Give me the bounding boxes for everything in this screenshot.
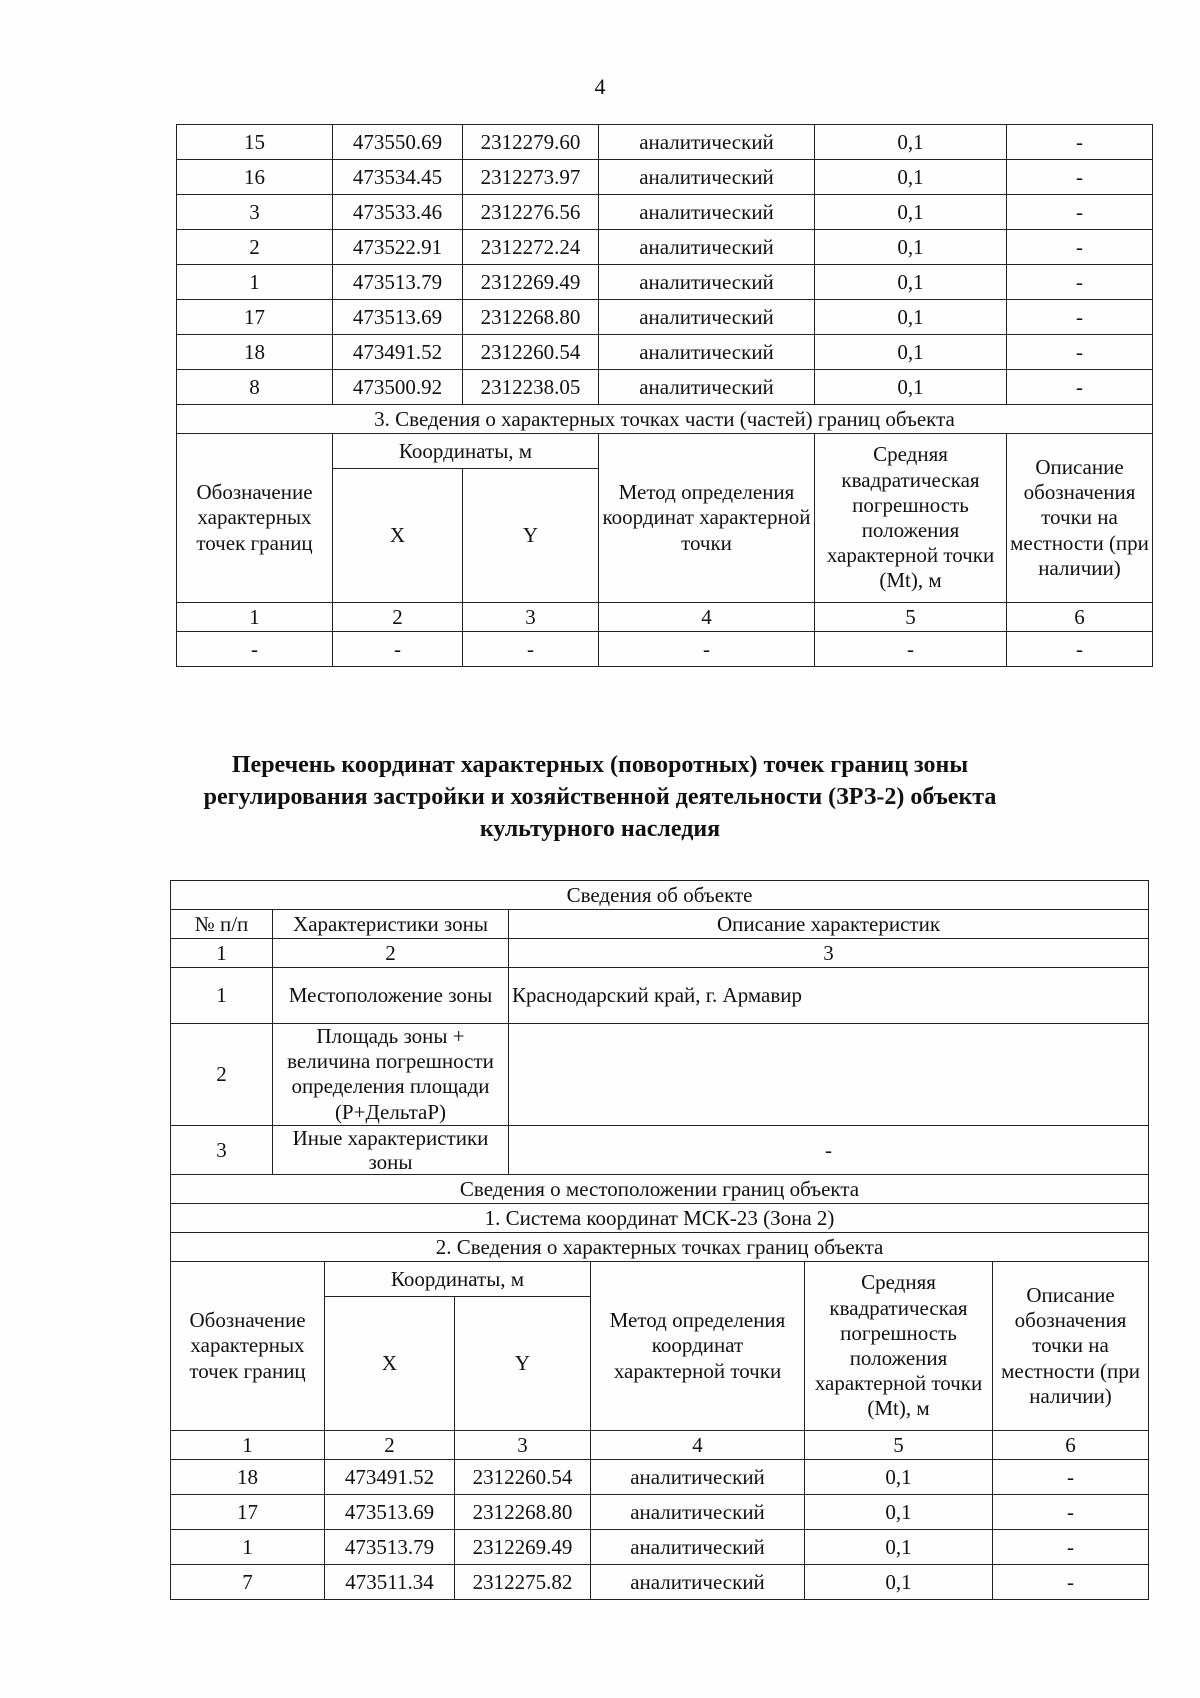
header-y: Y (463, 469, 599, 603)
row-method: аналитический (599, 300, 815, 335)
row-accuracy: 0,1 (805, 1495, 993, 1530)
row-point: 18 (171, 1460, 325, 1495)
row-point: 7 (171, 1565, 325, 1600)
row-description: - (1007, 160, 1153, 195)
row-description: - (993, 1460, 1149, 1495)
info-col-number: 2 (273, 939, 509, 968)
empty-cell: - (177, 632, 333, 667)
row-x: 473534.45 (333, 160, 463, 195)
row-method: аналитический (591, 1460, 805, 1495)
table-row (171, 1495, 1149, 1530)
empty-cell: - (815, 632, 1007, 667)
header-method: Метод определения координат характерной точки (591, 1262, 805, 1431)
row-accuracy: 0,1 (805, 1565, 993, 1600)
header-x: X (325, 1297, 455, 1431)
empty-cell: - (333, 632, 463, 667)
row-accuracy: 0,1 (815, 265, 1007, 300)
col-number: 1 (177, 603, 333, 632)
row-accuracy: 0,1 (805, 1530, 993, 1565)
row-y: 2312260.54 (455, 1460, 591, 1495)
row-x: 473533.46 (333, 195, 463, 230)
coord-system: 1. Система координат МСК-23 (Зона 2) (171, 1204, 1149, 1233)
table-row (171, 1530, 1149, 1565)
location-title: Сведения о местоположении границ объекта (171, 1175, 1149, 1204)
row-point: 17 (171, 1495, 325, 1530)
info-row-num: 1 (171, 968, 273, 1024)
row-method: аналитический (599, 370, 815, 405)
row-accuracy: 0,1 (815, 335, 1007, 370)
section3-title: 3. Сведения о характерных точках части (частей) границ объекта (177, 405, 1153, 434)
row-method: аналитический (591, 1565, 805, 1600)
row-method: аналитический (599, 230, 815, 265)
row-description: - (1007, 125, 1153, 160)
row-description: - (993, 1530, 1149, 1565)
header-coordinates: Координаты, м (333, 434, 599, 469)
info-header-description: Описание характеристик (509, 910, 1149, 939)
info-row-description: - (509, 1125, 1149, 1174)
row-method: аналитический (599, 265, 815, 300)
row-x: 473550.69 (333, 125, 463, 160)
row-x: 473513.69 (333, 300, 463, 335)
row-description: - (993, 1495, 1149, 1530)
row-point: 3 (177, 195, 333, 230)
empty-cell: - (463, 632, 599, 667)
header-x: X (333, 469, 463, 603)
table-row (177, 265, 1153, 300)
header-point-designation: Обозначение характерных точек границ (177, 434, 333, 603)
row-description: - (1007, 265, 1153, 300)
row-point: 18 (177, 335, 333, 370)
row-y: 2312272.24 (463, 230, 599, 265)
empty-cell: - (599, 632, 815, 667)
info-row-characteristic: Местоположение зоны (273, 968, 509, 1024)
row-x: 473500.92 (333, 370, 463, 405)
header-point-designation: Обозначение характерных точек границ (171, 1262, 325, 1431)
col-number: 4 (599, 603, 815, 632)
col-number: 3 (463, 603, 599, 632)
row-point: 17 (177, 300, 333, 335)
row-method: аналитический (599, 335, 815, 370)
row-x: 473513.79 (325, 1530, 455, 1565)
table-row (177, 230, 1153, 265)
row-x: 473491.52 (333, 335, 463, 370)
row-method: аналитический (599, 125, 815, 160)
table-row (171, 1460, 1149, 1495)
row-y: 2312269.49 (463, 265, 599, 300)
row-point: 15 (177, 125, 333, 160)
boundary-points-table-continued (176, 124, 1153, 667)
col-number: 2 (325, 1431, 455, 1460)
object-info-title: Сведения об объекте (171, 881, 1149, 910)
table-row (177, 335, 1153, 370)
info-header-num: № п/п (171, 910, 273, 939)
row-description: - (1007, 300, 1153, 335)
row-point: 1 (177, 265, 333, 300)
row-y: 2312268.80 (455, 1495, 591, 1530)
row-method: аналитический (591, 1495, 805, 1530)
info-row-num: 3 (171, 1125, 273, 1174)
col-number: 3 (455, 1431, 591, 1460)
col-number: 6 (993, 1431, 1149, 1460)
header-accuracy: Средняя квадратическая погрешность положения характерной точки (Mt), м (815, 434, 1007, 603)
header-description: Описание обозначения точки на местности (при наличии) (1007, 434, 1153, 603)
col-number: 5 (815, 603, 1007, 632)
row-accuracy: 0,1 (815, 230, 1007, 265)
table-row (177, 300, 1153, 335)
header-coordinates: Координаты, м (325, 1262, 591, 1297)
row-point: 8 (177, 370, 333, 405)
info-row-characteristic: Площадь зоны + величина погрешности определения площади (P+ДельтаP) (273, 1024, 509, 1126)
row-description: - (1007, 370, 1153, 405)
row-y: 2312275.82 (455, 1565, 591, 1600)
row-y: 2312268.80 (463, 300, 599, 335)
row-method: аналитический (591, 1530, 805, 1565)
row-x: 473491.52 (325, 1460, 455, 1495)
info-row-characteristic: Иные характеристики зоны (273, 1125, 509, 1174)
row-y: 2312269.49 (455, 1530, 591, 1565)
header-method: Метод определения координат характерной точки (599, 434, 815, 603)
info-header-characteristic: Характеристики зоны (273, 910, 509, 939)
table-row (177, 125, 1153, 160)
info-row-num: 2 (171, 1024, 273, 1126)
info-col-number: 1 (171, 939, 273, 968)
col-number: 2 (333, 603, 463, 632)
row-y: 2312273.97 (463, 160, 599, 195)
row-description: - (1007, 230, 1153, 265)
table-row (177, 195, 1153, 230)
row-method: аналитический (599, 160, 815, 195)
section2-title: 2. Сведения о характерных точках границ объекта (171, 1233, 1149, 1262)
page-number: 4 (594, 74, 606, 99)
table-row (177, 160, 1153, 195)
row-y: 2312279.60 (463, 125, 599, 160)
header-y: Y (455, 1297, 591, 1431)
row-accuracy: 0,1 (805, 1460, 993, 1495)
row-method: аналитический (599, 195, 815, 230)
col-number: 6 (1007, 603, 1153, 632)
row-x: 473513.79 (333, 265, 463, 300)
row-x: 473511.34 (325, 1565, 455, 1600)
row-y: 2312238.05 (463, 370, 599, 405)
col-number: 5 (805, 1431, 993, 1460)
row-y: 2312276.56 (463, 195, 599, 230)
row-description: - (1007, 335, 1153, 370)
info-row-description (509, 1024, 1149, 1126)
table-row (171, 1565, 1149, 1600)
header-accuracy: Средняя квадратическая погрешность положения характерной точки (Mt), м (805, 1262, 993, 1431)
row-description: - (993, 1565, 1149, 1600)
row-accuracy: 0,1 (815, 300, 1007, 335)
row-y: 2312260.54 (463, 335, 599, 370)
info-row-description: Краснодарский край, г. Армавир (509, 968, 1149, 1024)
row-accuracy: 0,1 (815, 125, 1007, 160)
info-col-number: 3 (509, 939, 1149, 968)
row-point: 1 (171, 1530, 325, 1565)
row-point: 2 (177, 230, 333, 265)
col-number: 1 (171, 1431, 325, 1460)
empty-cell: - (1007, 632, 1153, 667)
row-x: 473513.69 (325, 1495, 455, 1530)
row-point: 16 (177, 160, 333, 195)
header-description: Описание обозначения точки на местности (при наличии) (993, 1262, 1149, 1431)
row-x: 473522.91 (333, 230, 463, 265)
row-description: - (1007, 195, 1153, 230)
col-number: 4 (591, 1431, 805, 1460)
table-row (177, 370, 1153, 405)
zone-title: Перечень координат характерных (поворотных) точек границ зоны регулирования застройки и хозяйственной деятельности (ЗРЗ-2) объекта культурного наследия (203, 752, 997, 842)
zone-info-table (170, 880, 1149, 1600)
row-accuracy: 0,1 (815, 195, 1007, 230)
row-accuracy: 0,1 (815, 370, 1007, 405)
row-accuracy: 0,1 (815, 160, 1007, 195)
